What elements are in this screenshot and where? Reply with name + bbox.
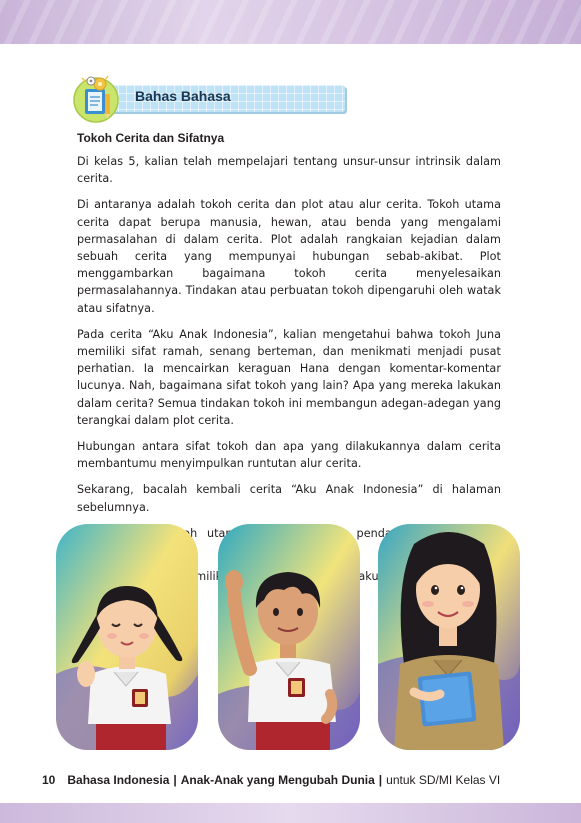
page-number: 10 bbox=[42, 773, 56, 787]
ideas-book-icon bbox=[72, 72, 128, 124]
section-subtitle: Tokoh Cerita dan Sifatnya bbox=[77, 131, 225, 145]
footer-book-title: Anak-Anak yang Mengubah Dunia bbox=[180, 773, 375, 787]
footer-book-level: untuk SD/MI Kelas VI bbox=[386, 773, 501, 787]
illustration-girl-pigtails bbox=[56, 524, 198, 750]
paragraph: utama bbox=[206, 526, 244, 540]
bottom-decorative-band bbox=[0, 803, 581, 823]
top-decorative-band bbox=[0, 0, 581, 44]
paragraph: Hubungan antara sifat tokoh dan apa yang dilakukannya dalam cerita membantumu menyimpulkan runtutan alur cerita. bbox=[77, 440, 501, 471]
character-illustrations bbox=[56, 524, 520, 750]
paragraph: Di kelas 5, kalian telah mempelajari tentang unsur-unsur intrinsik dalam cerita. bbox=[77, 155, 501, 186]
paragraph: Di antaranya adalah tokoh cerita dan plot atau alur cerita. Tokoh utama cerita dapat berupa manusia, hewan, atau benda yang mengalami permasalahan di dalam cerita. Plot adalah rangkaian kejadian dalam sebuah cerita yang mempunyai hubungan sebab-akibat. Plot menggambarkan bagaimana tokoh cerita menyelesaikan permasalahannya. Tindakan atau perbuatan tokoh dipengaruhi oleh watak atau sifatnya. bbox=[77, 198, 501, 315]
paragraph: Sekarang, bacalah kembali cerita “Aku Anak Indonesia” di halaman sebelumnya. bbox=[77, 483, 501, 514]
footer-separator: | bbox=[378, 773, 383, 787]
page-footer bbox=[42, 772, 542, 788]
footer-subject: Bahasa Indonesia bbox=[67, 773, 170, 787]
paragraph: Pada cerita “Aku Anak Indonesia”, kalian mengetahui bahwa tokoh Juna memiliki sifat ramah, senang berteman, dan menikmati menjadi pusat perhatian. Ia mencairkan keraguan Hana dengan komentar-komentar lucunya. Nah, bagaimana sifat tokoh yang lain? Apa yang mereka lakukan dalam cerita? Semua tindakan tokoh ini membangun adegan-adegan yang terangkai dalam plot cerita. bbox=[77, 327, 501, 427]
section-title: Bahas Bahasa bbox=[135, 88, 231, 104]
section-banner bbox=[72, 72, 352, 124]
illustration-boy-waving bbox=[218, 524, 360, 750]
paragraph: dimiliki bbox=[184, 570, 226, 584]
illustration-girl-with-book bbox=[378, 524, 520, 750]
footer-separator: | bbox=[173, 773, 177, 787]
